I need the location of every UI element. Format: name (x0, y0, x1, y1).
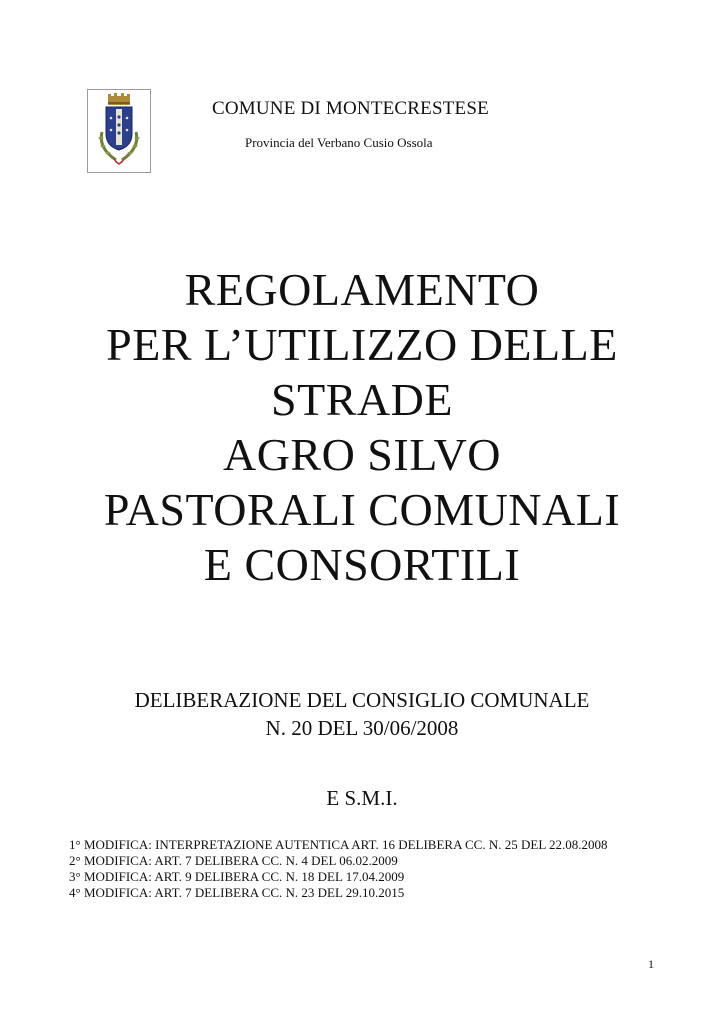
title-line: PER L’UTILIZZO DELLE (106, 319, 618, 370)
page-number: 1 (648, 957, 654, 971)
modifica-item: 4° MODIFICA: ART. 7 DELIBERA CC. N. 23 DEL 29.10.2015 (69, 885, 405, 900)
modifica-item: 1° MODIFICA: INTERPRETAZIONE AUTENTICA ART. 16 DELIBERA CC. N. 25 DEL 22.08.2008 (69, 837, 608, 852)
deliberazione-block (0, 686, 724, 742)
esmi-label: E S.M.I. (326, 786, 398, 810)
title-line: STRADE (271, 374, 453, 425)
modifica-item: 3° MODIFICA: ART. 9 DELIBERA CC. N. 18 DEL 17.04.2009 (69, 869, 405, 884)
regolamento-title (0, 262, 724, 592)
title-line: REGOLAMENTO (184, 264, 540, 315)
coat-of-arms-icon (87, 89, 151, 173)
modifiche-list (69, 837, 649, 901)
title-line: PASTORALI COMUNALI (103, 484, 621, 535)
comune-name: COMUNE DI MONTECRESTESE (212, 98, 489, 119)
title-line: E CONSORTILI (203, 539, 521, 590)
provincia-name: Provincia del Verbano Cusio Ossola (245, 135, 433, 150)
modifica-item: 2° MODIFICA: ART. 7 DELIBERA CC. N. 4 DEL 06.02.2009 (69, 853, 398, 868)
deliberazione-number: N. 20 DEL 30/06/2008 (265, 716, 459, 740)
deliberazione-line: DELIBERAZIONE DEL CONSIGLIO COMUNALE (134, 688, 590, 712)
title-line: AGRO SILVO (222, 429, 502, 480)
